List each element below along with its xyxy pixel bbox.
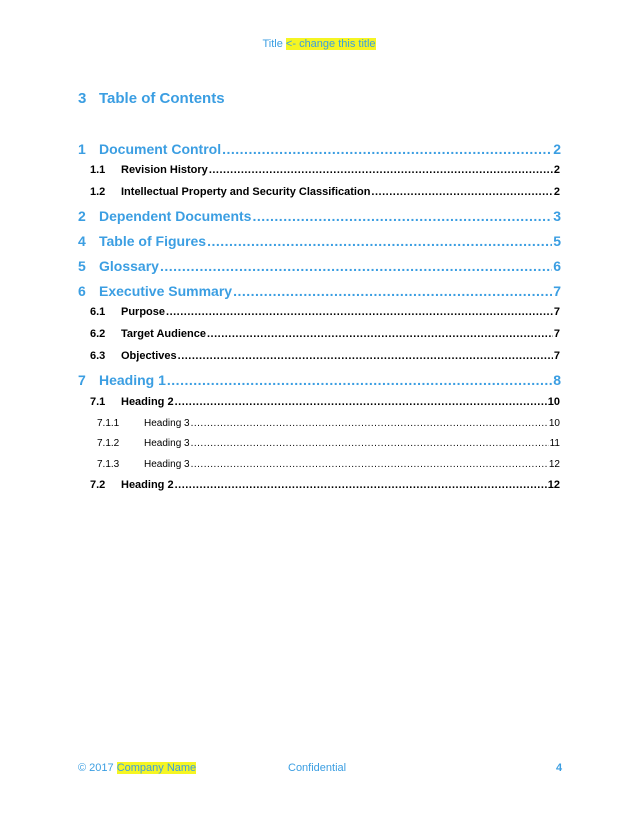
toc-entry[interactable] xyxy=(90,350,560,362)
toc-entry-number: 7.1.2 xyxy=(97,438,120,449)
toc-leader xyxy=(166,306,553,318)
toc-leader xyxy=(207,328,553,340)
toc-entry-page: 6 xyxy=(553,258,561,274)
footer-company-name: Company Name xyxy=(116,762,197,774)
toc-entry-number: 6.2 xyxy=(90,328,106,340)
toc-entry[interactable] xyxy=(78,372,561,388)
toc-entry[interactable] xyxy=(90,328,560,340)
toc-leader xyxy=(233,283,552,299)
toc-entry[interactable] xyxy=(90,396,560,408)
toc-entry-label: Glossary xyxy=(99,258,159,274)
toc-heading-number: 3 xyxy=(78,90,87,107)
toc-leader xyxy=(371,186,552,198)
toc-entry-number: 1 xyxy=(78,141,86,157)
toc-leader xyxy=(252,208,552,224)
toc-entry-label: Heading 2 xyxy=(121,479,174,491)
toc-entry-label: Executive Summary xyxy=(99,283,233,299)
toc-entry-page: 7 xyxy=(553,306,560,318)
toc-entry[interactable] xyxy=(78,233,561,249)
toc-entry-number: 1.2 xyxy=(90,186,106,198)
toc-entry-page: 2 xyxy=(553,141,561,157)
toc-entry-label: Revision History xyxy=(121,164,208,176)
toc-entry-label: Target Audience xyxy=(121,328,206,340)
toc-entry-number: 7.1.1 xyxy=(97,418,120,429)
toc-entry-number: 6 xyxy=(78,283,86,299)
toc-entry[interactable] xyxy=(78,208,561,224)
toc-leader xyxy=(207,233,552,249)
toc-leader xyxy=(178,350,553,362)
toc-entry-page: 7 xyxy=(553,283,561,299)
toc-entry-page: 7 xyxy=(553,350,560,362)
toc-entry-page: 12 xyxy=(548,459,560,470)
toc-entry[interactable] xyxy=(90,306,560,318)
toc-entry-page: 5 xyxy=(553,233,561,249)
toc-entry-number: 7.2 xyxy=(90,479,106,491)
toc-entry-label: Heading 2 xyxy=(121,396,174,408)
toc-entry-number: 1.1 xyxy=(90,164,106,176)
toc-entry-page: 12 xyxy=(547,479,560,491)
toc-heading xyxy=(78,90,225,107)
toc-entry-label: Objectives xyxy=(121,350,177,362)
toc-leader xyxy=(222,141,552,157)
toc-entry[interactable] xyxy=(97,438,560,449)
toc-leader xyxy=(191,418,548,429)
toc-entry[interactable] xyxy=(90,186,560,198)
toc-entry-label: Heading 3 xyxy=(144,459,190,470)
toc-entry-page: 2 xyxy=(553,164,560,176)
toc-entry-number: 7.1 xyxy=(90,396,106,408)
header-title: Title xyxy=(262,38,283,50)
toc-entry-page: 7 xyxy=(553,328,560,340)
toc-entry-label: Heading 1 xyxy=(99,372,166,388)
toc-entry-number: 6.1 xyxy=(90,306,106,318)
toc-entry[interactable] xyxy=(78,258,561,274)
toc-leader xyxy=(175,396,547,408)
toc-entry[interactable] xyxy=(97,418,560,429)
toc-entry-label: Table of Figures xyxy=(99,233,207,249)
toc-leader xyxy=(160,258,552,274)
footer-copyright xyxy=(78,762,196,774)
toc-entry-number: 5 xyxy=(78,258,86,274)
toc-entry-label: Dependent Documents xyxy=(99,208,252,224)
toc-entry[interactable] xyxy=(90,479,560,491)
toc-entry-number: 4 xyxy=(78,233,86,249)
toc-entry-page: 11 xyxy=(549,438,560,449)
toc-entry[interactable] xyxy=(90,164,560,176)
toc-entry-page: 10 xyxy=(548,418,560,429)
header-hint: <- change this title xyxy=(285,38,376,50)
footer-page-number: 4 xyxy=(556,762,563,774)
toc-entry-number: 7 xyxy=(78,372,86,388)
toc-entry-label: Document Control xyxy=(99,141,222,157)
toc-entry-number: 7.1.3 xyxy=(97,459,120,470)
footer-confidential: Confidential xyxy=(288,762,347,774)
toc-entry[interactable] xyxy=(97,459,560,470)
footer-copyright-text: © 2017 xyxy=(78,762,114,774)
toc-leader xyxy=(191,438,549,449)
toc-leader xyxy=(191,459,548,470)
toc-entry[interactable] xyxy=(78,283,561,299)
toc-entry-label: Purpose xyxy=(121,306,166,318)
toc-entry-label: Heading 3 xyxy=(144,438,190,449)
toc-entry-page: 3 xyxy=(553,208,561,224)
toc-entry-number: 2 xyxy=(78,208,86,224)
toc-entry[interactable] xyxy=(78,141,561,157)
toc-entry-page: 2 xyxy=(553,186,560,198)
toc-leader xyxy=(167,372,552,388)
page-header xyxy=(0,38,638,50)
toc-entry-label: Heading 3 xyxy=(144,418,190,429)
toc-entry-page: 8 xyxy=(553,372,561,388)
toc-heading-label: Table of Contents xyxy=(99,90,225,107)
toc-leader xyxy=(175,479,547,491)
toc-entry-number: 6.3 xyxy=(90,350,106,362)
toc-leader xyxy=(209,164,553,176)
toc-entry-label: Intellectual Property and Security Classification xyxy=(121,186,371,198)
toc-entry-page: 10 xyxy=(547,396,560,408)
